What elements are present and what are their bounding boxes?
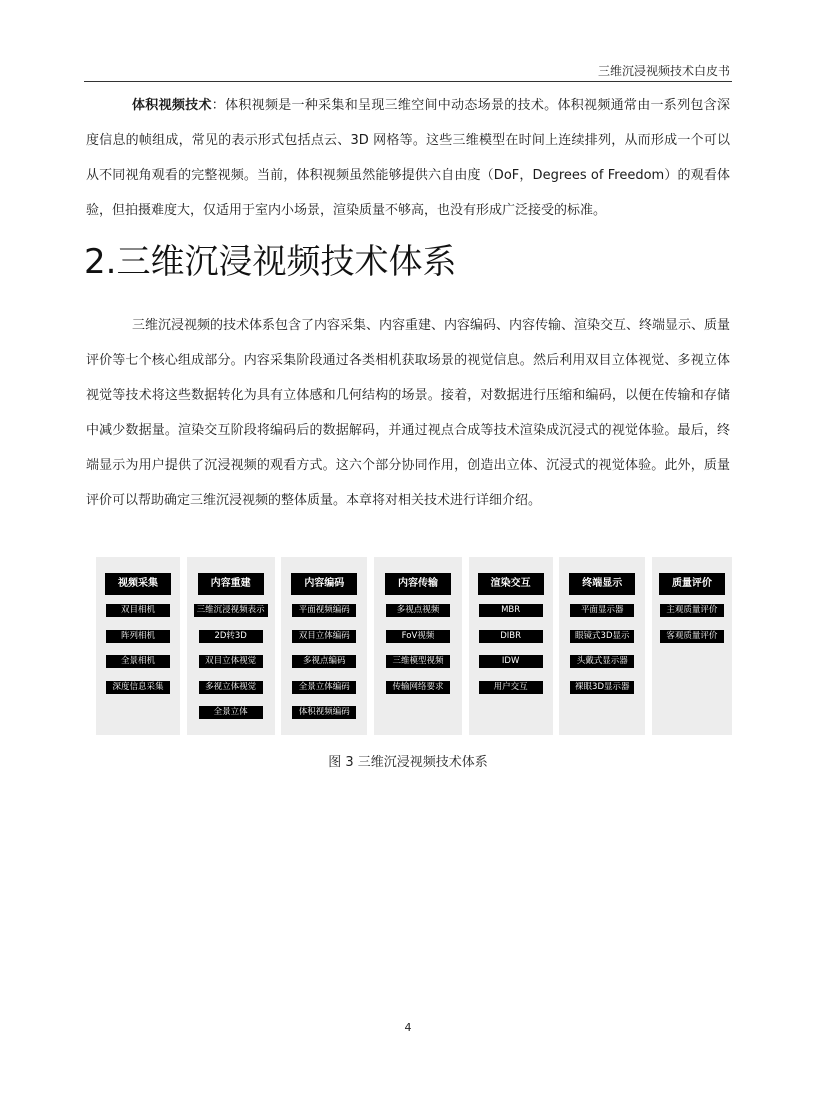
column-item: 全景立体编码 [292, 681, 356, 694]
column-title: 视频采集 [105, 573, 171, 595]
column-title: 内容编码 [291, 573, 357, 595]
diagram-column-rendering [469, 557, 553, 735]
column-title: 终端显示 [569, 573, 635, 595]
column-title: 内容传输 [385, 573, 451, 595]
tech-system-diagram [96, 557, 732, 735]
column-item: 双目立体编码 [292, 630, 356, 643]
figure-caption: 图 3 三维沉浸视频技术体系 [328, 755, 488, 770]
header-divider [84, 81, 732, 82]
column-item: DIBR [479, 630, 543, 643]
page-number: 4 [404, 1021, 412, 1034]
column-title: 渲染交互 [478, 573, 544, 595]
intro-term: 体积视频技术 [132, 98, 212, 113]
column-item: 主观质量评价 [660, 604, 724, 617]
column-item: IDW [479, 655, 543, 668]
body-content [86, 88, 730, 518]
column-title: 内容重建 [198, 573, 264, 595]
column-item: 传输网络要求 [386, 681, 450, 694]
column-item: 裸眼3D显示器 [570, 681, 634, 694]
column-item: 眼镜式3D显示 [570, 630, 634, 643]
column-item: 深度信息采集 [106, 681, 170, 694]
column-title: 质量评价 [659, 573, 725, 595]
column-item: 多视点编码 [292, 655, 356, 668]
diagram-column-quality [652, 557, 732, 735]
intro-text: ：体积视频是一种采集和呈现三维空间中动态场景的技术。体积视频通常由一系列包含深度信息的帧组成，常见的表示形式包括点云、3D 网格等。这些三维模型在时间上连续排列，从而形成一个可以从不同视角观看的完整视频。当前，体积视频虽然能够提供六自由度（DoF，Degrees of Freedom）的观看体验，但拍摄难度大，仅适用于室内小场景，渲染质量不够高，也没有形成广泛接受的标准。 [86, 98, 730, 218]
diagram-column-capture [96, 557, 180, 735]
running-header: 三维沉浸视频技术白皮书 [597, 64, 730, 78]
column-item: 2D转3D [199, 630, 263, 643]
column-item: 多视点视频 [386, 604, 450, 617]
column-item: 用户交互 [479, 681, 543, 694]
section-paragraph: 三维沉浸视频的技术体系包含了内容采集、内容重建、内容编码、内容传输、渲染交互、终端显示、质量评价等七个核心组成部分。内容采集阶段通过各类相机获取场景的视觉信息。然后利用双目立体视觉、多视立体视觉等技术将这些数据转化为具有立体感和几何结构的场景。接着，对数据进行压缩和编码，以便在传输和存储中减少数据量。渲染交互阶段将编码后的数据解码，并通过视点合成等技术渲染成沉浸式的视觉体验。最后，终端显示为用户提供了沉浸视频的观看方式。这六个部分协同作用，创造出立体、沉浸式的视觉体验。此外，质量评价可以帮助确定三维沉浸视频的整体质量。本章将对相关技术进行详细介绍。 [86, 318, 731, 508]
column-item: MBR [479, 604, 543, 617]
column-item: 双目相机 [106, 604, 170, 617]
section-heading: 2.三维沉浸视频技术体系 [84, 242, 457, 282]
column-item: 多视立体视觉 [199, 681, 263, 694]
intro-paragraph [86, 88, 730, 228]
diagram-column-encoding [281, 557, 367, 735]
column-item: 阵列相机 [106, 630, 170, 643]
diagram-column-transmission [374, 557, 462, 735]
column-item: 全景立体 [199, 706, 263, 719]
diagram-column-display [559, 557, 645, 735]
column-item: 双目立体视觉 [199, 655, 263, 668]
column-item: 客观质量评价 [660, 630, 724, 643]
column-item: 头戴式显示器 [570, 655, 634, 668]
column-item: 三维沉浸视频表示 [194, 604, 268, 617]
diagram-column-reconstruction [187, 557, 275, 735]
column-item: 平面视频编码 [292, 604, 356, 617]
column-item: 平面显示器 [570, 604, 634, 617]
column-item: FoV视频 [386, 630, 450, 643]
column-item: 体积视频编码 [292, 706, 356, 719]
column-item: 三维模型视频 [386, 655, 450, 668]
column-item: 全景相机 [106, 655, 170, 668]
